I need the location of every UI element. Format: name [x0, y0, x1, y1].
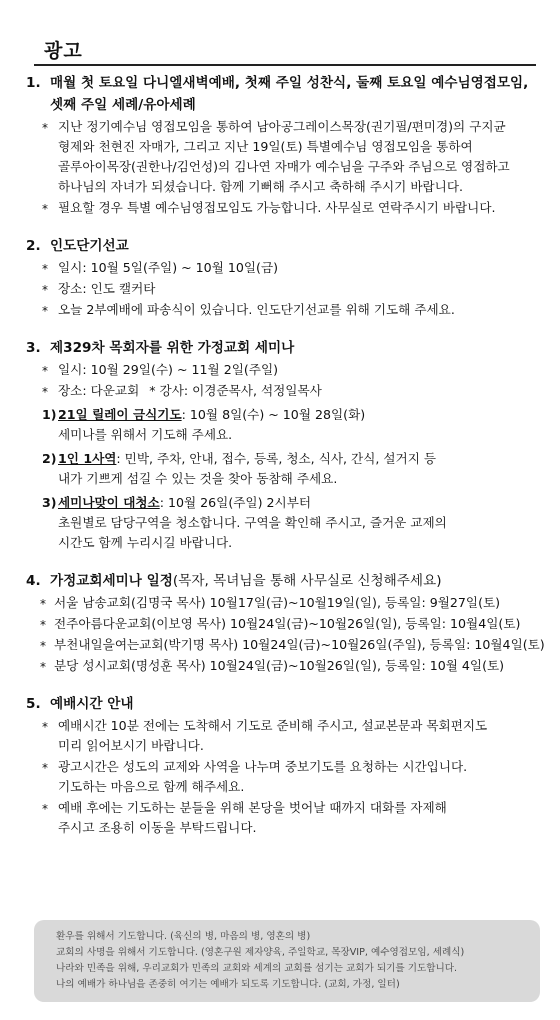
sub-detail: : 10월 8일(수) ~ 10월 28일(화): [181, 407, 366, 422]
bullet-item: [26, 258, 538, 278]
bullet-item: [26, 360, 538, 380]
prayer-line: 환우를 위해서 기도합니다. (육신의 병, 마음의 병, 영혼의 병): [56, 931, 311, 942]
section-heading: [26, 337, 538, 359]
asterisk-icon: *: [42, 720, 48, 734]
bullet-item: [26, 593, 538, 613]
sub-item: [26, 405, 538, 445]
sub-number: 3): [42, 495, 57, 510]
section-title-line: [50, 570, 538, 592]
asterisk-icon: *: [42, 385, 48, 399]
section-number: 5.: [26, 696, 41, 712]
bullet-line: 부천내일을여는교회(박기명 목사) 10월24일(금)~10월26일(주일), 등록일: 10월4일(토): [54, 637, 545, 652]
sub-title: 21일 릴레이 금식기도: [58, 407, 182, 422]
bullet-line: 주시고 조용히 이동을 부탁드립니다.: [58, 820, 257, 835]
bullet-item: [26, 635, 545, 655]
bullet-item: [26, 757, 538, 797]
asterisk-icon: *: [42, 761, 48, 775]
asterisk-icon: *: [42, 283, 48, 297]
section-1: [26, 72, 538, 218]
asterisk-icon: *: [42, 304, 48, 318]
bullet-line: 일시: 10월 29일(수) ~ 11월 2일(주일): [58, 362, 279, 377]
bullet-line: 하나님의 자녀가 되셨습니다. 함께 기뻐해 주시고 축하해 주시기 바랍니다.: [58, 179, 463, 194]
bullet-line: 지난 정기예수님 영접모임을 통하여 남아공그레이스목장(권기필/편미경)의 구지균: [58, 119, 506, 134]
asterisk-icon: *: [42, 262, 48, 276]
asterisk-icon: *: [42, 202, 48, 216]
sub-line: 세미나를 위해서 기도해 주세요.: [58, 427, 233, 442]
bullet-item: [26, 300, 538, 320]
asterisk-icon: *: [42, 364, 48, 378]
sub-line: 초원별로 담당구역을 청소합니다. 구역을 확인해 주시고, 즐거운 교제의: [58, 515, 447, 530]
sub-detail: : 10월 26일(주일) 2시부터: [159, 495, 312, 510]
bullet-item: [26, 614, 538, 634]
bullet-line: 예배시간 10분 전에는 도착해서 기도로 준비해 주시고, 설교본문과 목회편지도: [58, 718, 488, 733]
prayer-text: [56, 929, 464, 993]
bullet-line: 형제와 천현진 자매가, 그리고 지난 19일(토) 특별예수님 영접모임을 통하여: [58, 139, 473, 154]
bullet-line: 광고시간은 성도의 교제와 사역을 나누며 중보기도를 요청하는 시간입니다.: [58, 759, 468, 774]
asterisk-icon: *: [40, 660, 46, 674]
bullet-line: 오늘 2부예배에 파송식이 있습니다. 인도단기선교를 위해 기도해 주세요.: [58, 302, 455, 317]
bullet-item: [26, 798, 538, 838]
prayer-box: [34, 920, 540, 1002]
bullet-line: 예배 후에는 기도하는 분들을 위해 본당을 벗어날 때까지 대화를 자제해: [58, 800, 447, 815]
bullet-line: 기도하는 마음으로 함께 해주세요.: [58, 779, 245, 794]
section-heading: [26, 72, 538, 116]
bullet-line: 장소: 인도 캘커타: [58, 281, 156, 296]
section-heading: [26, 693, 538, 715]
sub-item: [26, 493, 538, 553]
prayer-line: 나라와 민족을 위해, 우리교회가 민족의 교회와 세계의 교회를 섬기는 교회가 되기를 기도합니다.: [56, 963, 458, 974]
bullet-item: [26, 198, 538, 218]
bullet-item: [26, 117, 538, 197]
sub-title: 1인 1사역: [58, 451, 117, 466]
bullet-line: 일시: 10월 5일(주일) ~ 10월 10일(금): [58, 260, 279, 275]
asterisk-icon: *: [42, 121, 48, 135]
bullet-item: [26, 381, 538, 401]
asterisk-icon: *: [40, 618, 46, 632]
prayer-line: 나의 예배가 하나님을 존중히 여기는 예배가 되도록 기도합니다. (교회, 가정, 일터): [56, 979, 400, 990]
sub-line: [58, 449, 538, 469]
bullet-item: [26, 716, 538, 756]
title-divider: [34, 64, 536, 66]
bullet-item: [26, 279, 538, 299]
section-title-line: 매월 첫 토요일 다니엘새벽예배, 첫째 주일 성찬식, 둘째 토요일 예수님영접모임,: [50, 75, 529, 91]
sub-line: 내가 기쁘게 섬길 수 있는 것을 찾아 동참해 주세요.: [58, 471, 338, 486]
sub-line: [58, 493, 538, 513]
asterisk-icon: *: [40, 597, 46, 611]
bullet-line: 골루아이목장(권한나/김언성)의 김나연 자매가 예수님을 구주와 주님으로 영접하고: [58, 159, 510, 174]
section-title-line: 제329차 목회자를 위한 가정교회 세미나: [50, 340, 295, 356]
bullet-line: 미리 읽어보시기 바랍니다.: [58, 738, 204, 753]
speaker-text: * 강사: 이경준목사, 석정일목사: [149, 383, 322, 398]
sub-line: 시간도 함께 누리시길 바랍니다.: [58, 535, 233, 550]
sub-title: 세미나맞이 대청소: [58, 495, 160, 510]
section-title: 가정교회세미나 일정: [50, 573, 173, 589]
asterisk-icon: *: [42, 802, 48, 816]
section-title-note: (목자, 목녀님을 통해 사무실로 신청해주세요): [172, 573, 442, 589]
section-2: [26, 235, 538, 320]
sub-line: [58, 405, 538, 425]
venue-text: 장소: 다운교회: [58, 383, 140, 398]
section-number: 2.: [26, 238, 41, 254]
page-title: 광고: [44, 40, 83, 62]
bullet-line: 필요할 경우 특별 예수님영접모임도 가능합니다. 사무실로 연락주시기 바랍니다.: [58, 200, 496, 215]
section-3: [26, 337, 538, 553]
section-number: 1.: [26, 75, 41, 91]
bullet-line: 서울 남송교회(김명국 목사) 10월17일(금)~10월19일(일), 등록일: 9월27일(토): [54, 595, 501, 610]
section-heading: [26, 570, 538, 592]
bullet-line: 전주아름다운교회(이보영 목사) 10월24일(금)~10월26일(일), 등록일: 10월4일(토): [54, 616, 521, 631]
bullet-item: [26, 656, 538, 676]
announcements: [26, 72, 545, 855]
sub-number: 2): [42, 451, 57, 466]
sub-detail: : 민박, 주차, 안내, 접수, 등록, 청소, 식사, 간식, 설거지 등: [116, 451, 437, 466]
sub-number: 1): [42, 407, 57, 422]
bullet-line: 분당 성시교회(명성훈 목사) 10월24일(금)~10월26일(일), 등록일: 10월 4일(토): [54, 658, 505, 673]
section-5: [26, 693, 538, 838]
section-number: 3.: [26, 340, 41, 356]
section-heading: [26, 235, 538, 257]
section-4: [26, 570, 545, 676]
asterisk-icon: *: [40, 639, 46, 653]
section-title-line: 예배시간 안내: [50, 696, 134, 712]
sub-item: [26, 449, 538, 489]
section-title-line: 셋째 주일 세례/유아세례: [50, 97, 196, 113]
section-title-line: 인도단기선교: [50, 238, 129, 254]
section-number: 4.: [26, 573, 41, 589]
prayer-line: 교회의 사명을 위해서 기도합니다. (영혼구원 제자양육, 주일학교, 목장VIP, 예수영접모임, 세례식): [56, 947, 465, 958]
bullet-line: [58, 381, 538, 401]
